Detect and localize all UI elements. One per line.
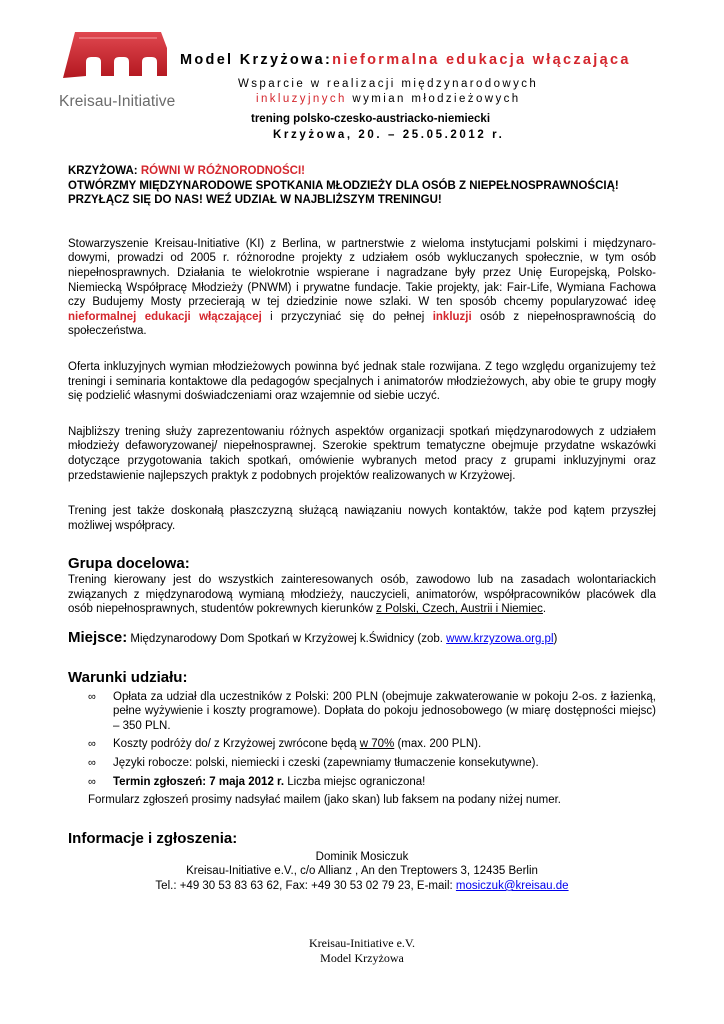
p1-text-c: i przyczyniać się do pełnej bbox=[261, 310, 433, 323]
list-item bbox=[68, 756, 656, 771]
contact-address: Kreisau-Initiative e.V., c/o Allianz , An den Treptowers 3, 12435 Berlin bbox=[186, 865, 538, 878]
header-dates: Krzyżowa, 20. – 25.05.2012 r. bbox=[273, 129, 505, 141]
intro-line-1 bbox=[68, 164, 656, 179]
contact-email-link[interactable]: mosiczuk@kreisau.de bbox=[455, 880, 569, 892]
list-item bbox=[68, 690, 656, 734]
footer-line-2: Model Krzyżowa bbox=[320, 951, 404, 965]
condition-travel-c: (max. 200 PLN). bbox=[394, 738, 482, 751]
place-line bbox=[68, 631, 656, 647]
header-subtitle-accent: inkluzyjnych bbox=[256, 93, 347, 105]
place-heading: Miejsce: bbox=[68, 629, 128, 647]
target-text-c: . bbox=[542, 603, 547, 616]
contact-phone-fax: Tel.: +49 30 53 83 63 62, Fax: +49 30 53 02 79 23, E-mail: bbox=[155, 880, 456, 892]
header-title-accent: nieformalna edukacja włączająca bbox=[332, 52, 631, 68]
place-website-link[interactable]: www.krzyzowa.org.pl bbox=[446, 633, 554, 646]
intro-line-1-a: KRZYŻOWA: bbox=[68, 165, 141, 177]
condition-travel-percent: w 70% bbox=[359, 738, 395, 751]
condition-languages: Języki robocze: polski, niemiecki i czeski (zapewniamy tłumaczenie konsekutywne). bbox=[113, 757, 539, 770]
condition-deadline: Termin zgłoszeń: 7 maja 2012 r. bbox=[113, 775, 285, 788]
document-body bbox=[68, 164, 656, 894]
conditions-list bbox=[68, 690, 656, 790]
paragraph-4: Trening jest także doskonałą płaszczyzną służącą nawiązaniu nowych kontaktów, także pod kątem przyszłej możliwej współpracy. bbox=[68, 505, 656, 532]
header-subtitle-1: Wsparcie w realizacji międzynarodowych bbox=[238, 78, 539, 90]
place-text: Międzynarodowy Dom Spotkań w Krzyżowej k.Świdnicy (zob. bbox=[127, 633, 447, 646]
infinity-bullet-icon: ∞ bbox=[88, 757, 96, 770]
condition-travel-a: Koszty podróży do/ z Krzyżowej zwrócone będą bbox=[113, 738, 360, 751]
header-title bbox=[180, 52, 631, 68]
footer-line-1: Kreisau-Initiative e.V. bbox=[308, 936, 416, 950]
paragraph-2: Oferta inkluzyjnych wymian młodzieżowych powinna być jednak stale rozwijana. Z tego względu organizujemy też treningi i seminaria kontaktowe dla pedagogów specjalnych i animatorów młodzieżowych, aby obie te grupy mogły się podzielić własnymi doświadczeniami oraz wzajemnie od siebie uczyć. bbox=[68, 360, 656, 403]
intro-line-3: PRZYŁĄCZ SIĘ DO NAS! WEŹ UDZIAŁ W NAJBLIŻSZYM TRENINGU! bbox=[68, 194, 442, 207]
header-subtitle-2 bbox=[256, 93, 521, 105]
p1-text-e: osób z niepełnosprawnością do społeczeństwa. bbox=[68, 310, 656, 338]
condition-fee: Opłata za udział dla uczestników z Polski: 200 PLN (obejmuje zakwaterowanie w pokoju 2-os. z łazienką, pełne wyżywienie i koszty programowe). Dopłata do pokoju jednosobowego (w miarę dostępności miejsc) – 350 PLN. bbox=[113, 690, 656, 732]
header-title-main: Model Krzyżowa: bbox=[180, 52, 333, 68]
infinity-bullet-icon: ∞ bbox=[88, 775, 96, 788]
infinity-bullet-icon: ∞ bbox=[88, 690, 96, 703]
p1-highlight-2: inkluzji bbox=[432, 310, 472, 323]
condition-limited: Liczba miejsc ograniczona! bbox=[284, 775, 426, 788]
target-text-a: Trening kierowany jest do wszystkich zainteresowanych osób, zawodowo lub na zasadach wolontariackich związanych z międzynarodową wymianą młodzieży, nauczycieli, animatorów, współpracowników placówek dla osób niepełnosprawnych, studentów pokrewnych kierunków bbox=[68, 574, 656, 616]
list-item bbox=[68, 775, 656, 790]
target-text bbox=[68, 573, 656, 617]
contact-phone-line bbox=[68, 879, 656, 894]
conditions-heading: Warunki udziału: bbox=[68, 668, 188, 686]
p1-text-a: Stowarzyszenie Kreisau-Initiative (KI) z Berlina, w partnerstwie z wieloma instytucjami polskimi i międzynaro-dowymi, prowadzi od 2005 r. różnorodne projekty z udziałem osób wykluczanych społecznie, w tym osób niepełnosprawnych. Działania te wielokrotnie wspierane i nagradzane były przez Unię Europejską, Polsko-Niemiecką Współpracę Młodzieży (PNWM) i prywatne fundacje. Takie projekty, jak: Fair-Life, Wymiana Fachowa czy Budujemy Mosty przecierają w tej dziedzinie nowe szlaki. W ten sposób chcemy popularyzować ideę bbox=[68, 237, 656, 309]
page-footer bbox=[0, 936, 724, 966]
contact-name: Dominik Mosiczuk bbox=[315, 850, 409, 863]
list-item bbox=[68, 737, 656, 752]
contact-block bbox=[68, 850, 656, 894]
intro-line-1-b: RÓWNI W RÓŻNORODNOŚCI! bbox=[140, 165, 306, 177]
place-text-end: ) bbox=[553, 633, 558, 646]
header-subtitle-rest: wymian młodzieżowych bbox=[346, 93, 521, 105]
intro-block bbox=[68, 164, 656, 208]
header-training: trening polsko-czesko-austriacko-niemiecki bbox=[251, 113, 491, 125]
target-countries: z Polski, Czech, Austrii i Niemiec bbox=[376, 603, 543, 616]
form-note: Formularz zgłoszeń prosimy nadsyłać mailem (jako skan) lub faksem na podany niżej numer. bbox=[88, 794, 561, 807]
info-heading: Informacje i zgłoszenia: bbox=[68, 829, 238, 847]
p1-highlight-1: nieformalnej edukacji włączającej bbox=[68, 310, 262, 323]
intro-line-2: OTWÓRZMY MIĘDZYNARODOWE SPOTKANIA MŁODZIEŻY DLA OSÓB Z NIEPEŁNOSPRAWNOŚCIĄ! bbox=[68, 179, 619, 192]
paragraph-3: Najbliższy trening służy zaprezentowaniu różnych aspektów organizacji spotkań międzynarodowych z udziałem młodzieży defaworyzowanej/ niepełnosprawnej. Szerokie spektrum tematyczne obejmuje przydatne wskazówki dotyczące przygotowania takich spotkań, omówienie wybranych metod pracy z grupami inkluzyjnymi oraz przedstawienie najlepszych praktyk z podobnych projektów realizowanych w Krzyżowej. bbox=[68, 425, 656, 482]
paragraph-1 bbox=[68, 237, 656, 339]
logo-text: Kreisau-Initiative bbox=[59, 93, 176, 110]
target-heading: Grupa docelowa: bbox=[68, 555, 190, 573]
infinity-bullet-icon: ∞ bbox=[88, 738, 96, 751]
